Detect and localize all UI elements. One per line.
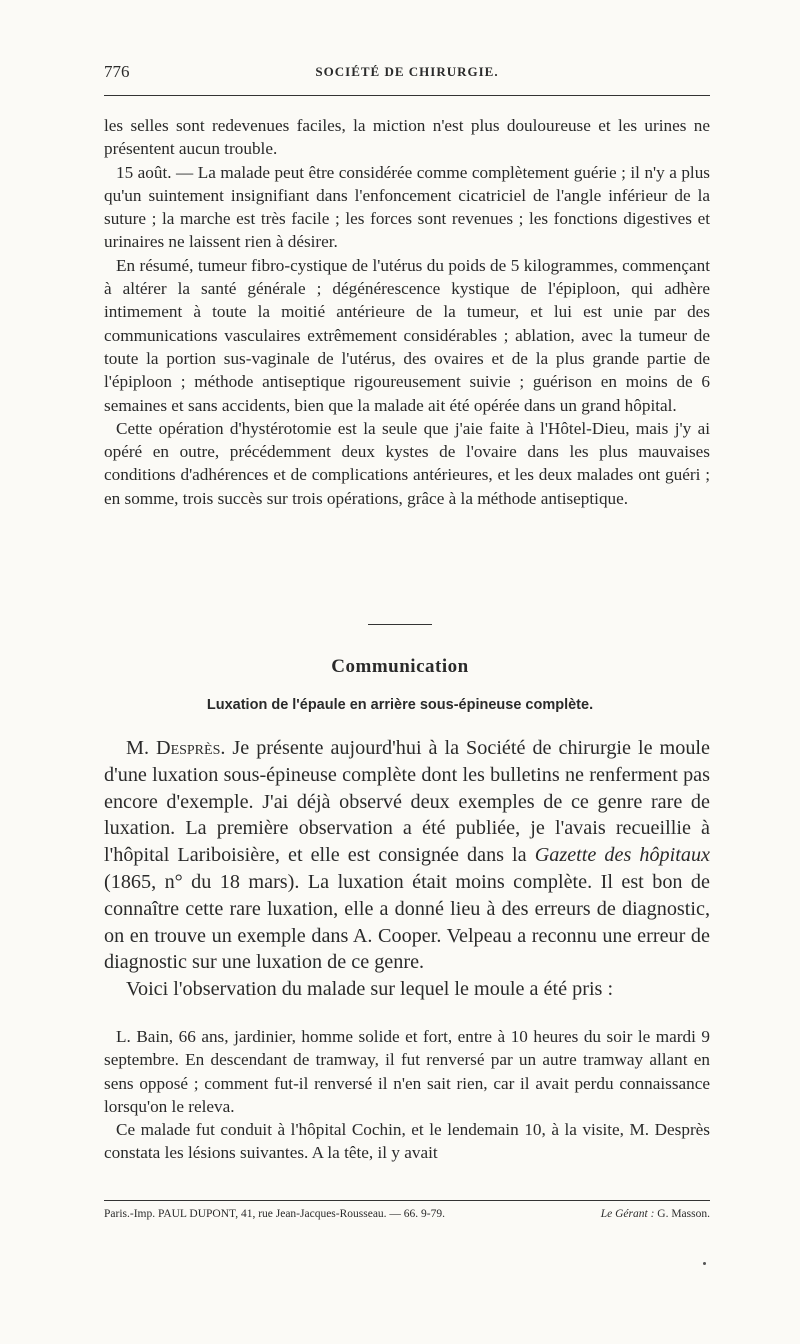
main-text-block (104, 735, 710, 1003)
paragraph-august-15: 15 août. — La malade peut être considérée comme complètement guérie ; il n'y a plus qu'un suintement insignifiant dans l'enfoncement cicatriciel de l'angle inférieur de la suture ; la marche est très facile ; les forces sont revenues ; les fonctions digestives et urinaires ne laissent rien à désirer. (104, 162, 710, 252)
speaker-name: M. Desprès. (126, 737, 226, 759)
paragraph-observation-intro: Voici l'observation du malade sur lequel le moule a été pris : (126, 978, 614, 1001)
section-title: Communication (331, 656, 469, 677)
paragraph-patient: L. Bain, 66 ans, jardinier, homme solide et fort, entre à 10 heures du soir le mardi 9 septembre. En descendant de tramway, il fut renversé par un autre tramway allant en sens opposé ; comment fut-il renversé il n'en sait rien, car il avait perdu connaissance lorsqu'on le releva. (104, 1027, 710, 1116)
journal-citation: Gazette des hôpitaux (534, 844, 711, 867)
footer-rule (104, 1200, 710, 1201)
manager-name: G. Masson. (657, 1208, 710, 1220)
manager-label: Le Gérant : (600, 1208, 655, 1220)
manager-imprint (601, 1208, 710, 1220)
paragraph-summary: En résumé, tumeur fibro-cystique de l'utérus du poids de 5 kilogrammes, commençant à altérer la santé générale ; dégénérescence kystique de l'épiploon, qui adhère intimement à toute la moitié antérieure de la tumeur, et lui est unie par des communications vasculaires extrêmement considérables ; ablation, avec la tumeur de toute la portion sus-vaginale de l'utérus, des ovaires et de la plus grande partie de l'épiploon ; méthode antiseptique rigoureusement suivie ; guérison en moins de 6 semaines et sans accidents, bien que la malade ait été opérée dans un grand hôpital. (104, 255, 710, 415)
presentation-text-a: Je présente aujourd'hui à la Société de chirurgie le moule d'une luxation sous-épineuse complète dont les bulletins ne renferment pas encore d'exemple. J'ai déjà observé deux exemples de ce genre rare de luxation. La première observation a été publiée, je l'avais recueillie à l'hôpital Lariboisière, et elle est consignée dans la (104, 737, 710, 867)
journal-title: SOCIÉTÉ DE CHIRURGIE. (315, 64, 499, 79)
running-header (104, 62, 710, 84)
paragraph-cochin: Ce malade fut conduit à l'hôpital Cochin, et le lendemain 10, à la visite, M. Desprès constata les lésions suivantes. A la tête, il y avait (104, 1120, 710, 1163)
presentation-text-b: (1865, n° du 18 mars). La luxation était moins complète. Il est bon de connaître cette rare luxation, elle a donné lieu à des erreurs de diagnostic, on en trouve un exemple dans A. Cooper. Velpeau a reconnu une erreur de diagnostic sur une luxation de ce genre. (104, 870, 710, 974)
observation-text-block (104, 1025, 710, 1165)
header-rule (104, 95, 710, 96)
section-divider (368, 624, 432, 625)
top-text-block (104, 114, 710, 510)
paragraph-presentation (104, 735, 710, 976)
paragraph-continuation: les selles sont redevenues faciles, la miction n'est plus douloureuse et les urines ne présentent aucun trouble. (104, 116, 710, 159)
print-speck (703, 1262, 706, 1265)
printer-imprint: Paris.-Imp. PAUL DUPONT, 41, rue Jean-Jacques-Rousseau. — 66. 9-79. (104, 1208, 446, 1220)
imprint-footer (104, 1208, 710, 1226)
page-number: 776 (104, 62, 130, 81)
section-subtitle: Luxation de l'épaule en arrière sous-épineuse complète. (206, 697, 594, 713)
paragraph-hysterotomy: Cette opération d'hystérotomie est la seule que j'aie faite à l'Hôtel-Dieu, mais j'y ai opéré en outre, précédemment deux kystes de l'ovaire dans les plus mauvaises conditions d'adhérences et de complications antérieures, et les deux malades ont guéri ; en somme, trois succès sur trois opérations, grâce à la méthode antiseptique. (104, 418, 710, 508)
